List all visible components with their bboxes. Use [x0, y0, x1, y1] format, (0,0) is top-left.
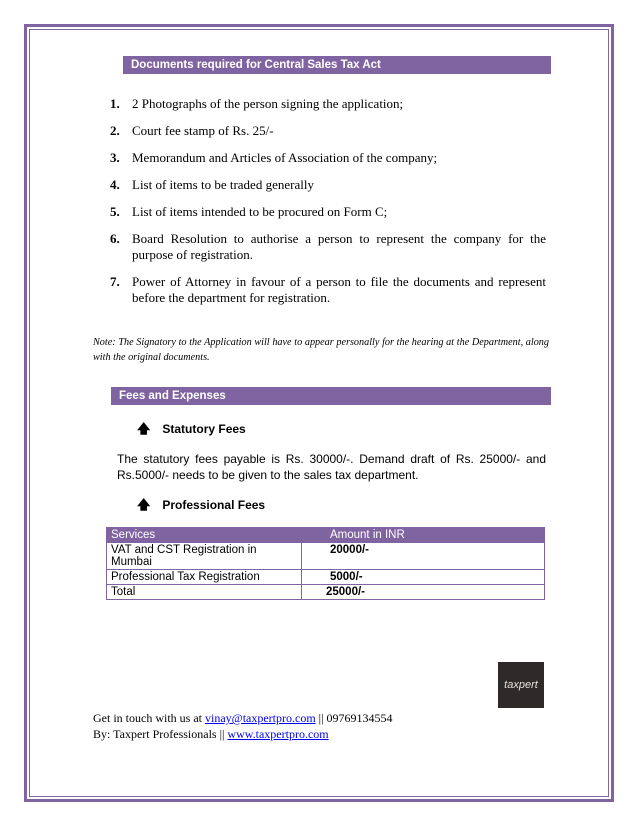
table-row: [107, 570, 545, 585]
footer-byline: By: Taxpert Professionals || www.taxpertpro.com: [93, 727, 329, 741]
list-item: 2. Court fee stamp of Rs. 25/-: [110, 123, 274, 138]
table-cell-service: VAT and CST Registration in Mumbai: [107, 543, 302, 570]
arrow-up-icon: 🡅: [137, 421, 151, 436]
fees-table: [106, 527, 545, 600]
footer: [93, 710, 392, 742]
statutory-fees-text: The statutory fees payable is Rs. 30000/-. Demand draft of Rs. 25000/- and Rs.5000/- needs to be given to the sales tax department.: [117, 452, 546, 482]
professional-fees-heading: 🡅 Professional Fees: [137, 496, 265, 518]
table-row: [107, 543, 545, 570]
table-cell-service: Total: [107, 585, 302, 600]
list-item: 1. 2 Photographs of the person signing the application;: [110, 96, 404, 111]
table-header-row: [107, 528, 545, 543]
list-item: 3. Memorandum and Articles of Association of the company;: [110, 150, 438, 165]
list-item: 7. Power of Attorney in favour of a person to file the documents and represent before the department for registration.: [110, 274, 546, 305]
section-header-fees: Fees and Expenses: [111, 387, 551, 405]
signatory-note: Note: The Signatory to the Application will have to appear personally for the hearing at the Department, along with the original documents.: [93, 337, 549, 363]
statutory-fees-heading: 🡅 Statutory Fees: [137, 420, 246, 442]
list-item: 6. Board Resolution to authorise a person to represent the company for the purpose of registration.: [110, 231, 546, 262]
section-header-documents: Documents required for Central Sales Tax Act: [123, 56, 551, 74]
table-row: [107, 585, 545, 600]
table-cell-amount: 5000/-: [302, 570, 545, 585]
requirements-list: [110, 96, 546, 317]
table-header-amount: Amount in INR: [302, 528, 545, 543]
table-cell-service: Professional Tax Registration: [107, 570, 302, 585]
email-link[interactable]: vinay@taxpertpro.com: [204, 711, 316, 725]
website-link[interactable]: www.taxpertpro.com: [227, 727, 329, 741]
footer-contact-line: Get in touch with us at vinay@taxpertpro.com || 09769134554: [93, 711, 393, 725]
table-cell-amount: 20000/-: [302, 543, 545, 570]
table-header-services: Services: [107, 528, 302, 543]
arrow-up-icon: 🡅: [137, 497, 151, 512]
taxpert-logo: taxpert: [498, 662, 544, 708]
list-item: 5. List of items intended to be procured on Form C;: [110, 204, 388, 219]
table-cell-amount: 25000/-: [302, 585, 545, 600]
list-item: 4. List of items to be traded generally: [110, 177, 314, 192]
